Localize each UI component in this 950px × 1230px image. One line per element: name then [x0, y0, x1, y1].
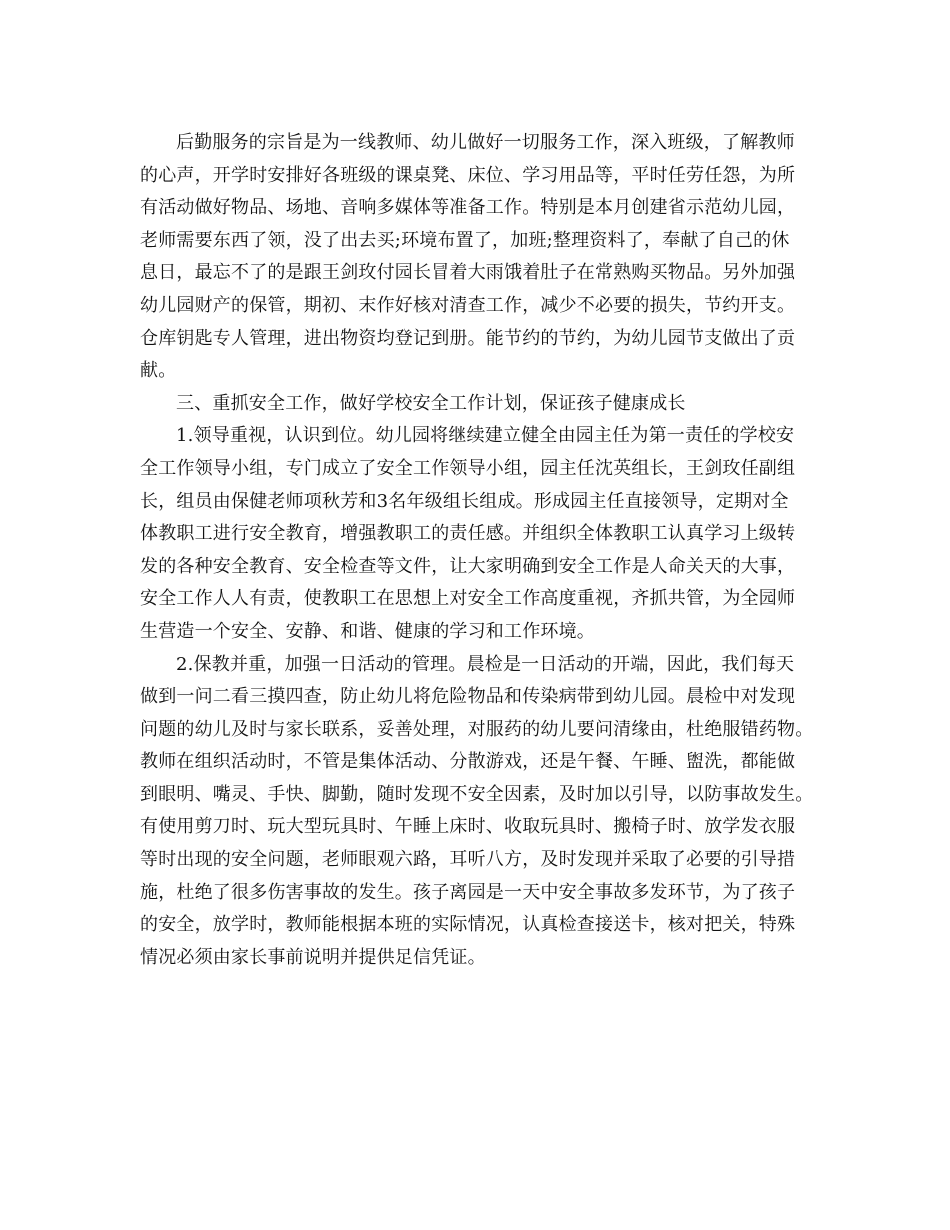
text-line: 老师需要东西了领，没了出去买;环境布置了，加班;整理资料了，奉献了自己的休: [140, 229, 790, 251]
document-body: [140, 127, 816, 974]
section-heading: [140, 388, 816, 421]
text-line: 长，组员由保健老师项秋芳和3名年级组长组成。形成园主任直接领导，定期对全: [140, 490, 789, 512]
text-line: 有使用剪刀时、玩大型玩具时、午睡上床时、收取玩具时、搬椅子时、放学发衣服: [140, 816, 796, 838]
paragraph-logistics: [140, 127, 816, 388]
text-line: 后勤服务的宗旨是为一线教师、幼儿做好一切服务工作，深入班级，了解教师: [176, 132, 795, 153]
text-line: 献。: [140, 360, 177, 382]
text-line: 发的各种安全教育、安全检查等文件，让大家明确到安全工作是人命关天的大事，: [140, 555, 796, 577]
text-line: 息日，最忘不了的是跟王剑玫付园长冒着大雨饿着肚子在常熟购买物品。另外加强: [140, 262, 796, 284]
text-line: 等时出现的安全问题，老师眼观六路，耳听八方，及时发现并采取了必要的引导措: [140, 849, 796, 871]
text-line: 生营造一个安全、安静、和谐、健康的学习和工作环境。: [140, 620, 595, 642]
text-line: 幼儿园财产的保管，期初、末作好核对清查工作，减少不必要的损失，节约开支。: [140, 294, 796, 316]
text-line: 有活动做好物品、场地、音响多媒体等准备工作。特别是本月创建省示范幼儿园，: [140, 197, 796, 219]
text-line: 三、重抓安全工作，做好学校安全工作计划，保证孩子健康成长: [176, 392, 686, 414]
text-line: 教师在组织活动时，不管是集体活动、分散游戏，还是午餐、午睡、盥洗，都能做: [140, 751, 796, 773]
text-line: 问题的幼儿及时与家长联系，妥善处理，对服药的幼儿要问清缘由，杜绝服错药物。: [140, 718, 814, 740]
text-line: 仓库钥匙专人管理，进出物资均登记到册。能节约的节约，为幼儿园节支做出了贡: [140, 327, 796, 349]
text-line: 施，杜绝了很多伤害事故的发生。孩子离园是一天中安全事故多发环节，为了孩子: [140, 881, 796, 903]
text-line: 的心声，开学时安排好各班级的课桌凳、床位、学习用品等，平时任劳任怨，为所: [140, 164, 796, 186]
text-line: 1.领导重视，认识到位。幼儿园将继续建立健全由园主任为第一责任的学校安: [176, 425, 795, 447]
paragraph-item-one: [140, 420, 816, 648]
text-line: 安全工作人人有责，使教职工在思想上对安全工作高度重视，齐抓共管，为全园师: [140, 588, 796, 610]
text-line: 情况必须由家长事前说明并提供足信凭证。: [140, 946, 486, 968]
text-line: 到眼明、嘴灵、手快、脚勤，随时发现不安全因素，及时加以引导，以防事故发生。: [140, 783, 814, 805]
text-line: 做到一问二看三摸四查，防止幼儿将危险物品和传染病带到幼儿园。晨检中对发现: [140, 686, 796, 708]
text-line: 2.保教并重，加强一日活动的管理。晨检是一日活动的开端，因此，我们每天: [176, 653, 795, 675]
paragraph-item-two: [140, 649, 816, 975]
text-line: 体教职工进行安全教育，增强教职工的责任感。并组织全体教职工认真学习上级转: [140, 523, 796, 545]
text-line: 的安全，放学时，教师能根据本班的实际情况，认真检查接送卡，核对把关，特殊: [140, 914, 796, 936]
text-line: 全工作领导小组，专门成立了安全工作领导小组，园主任沈英组长，王剑玫任副组: [140, 457, 796, 479]
